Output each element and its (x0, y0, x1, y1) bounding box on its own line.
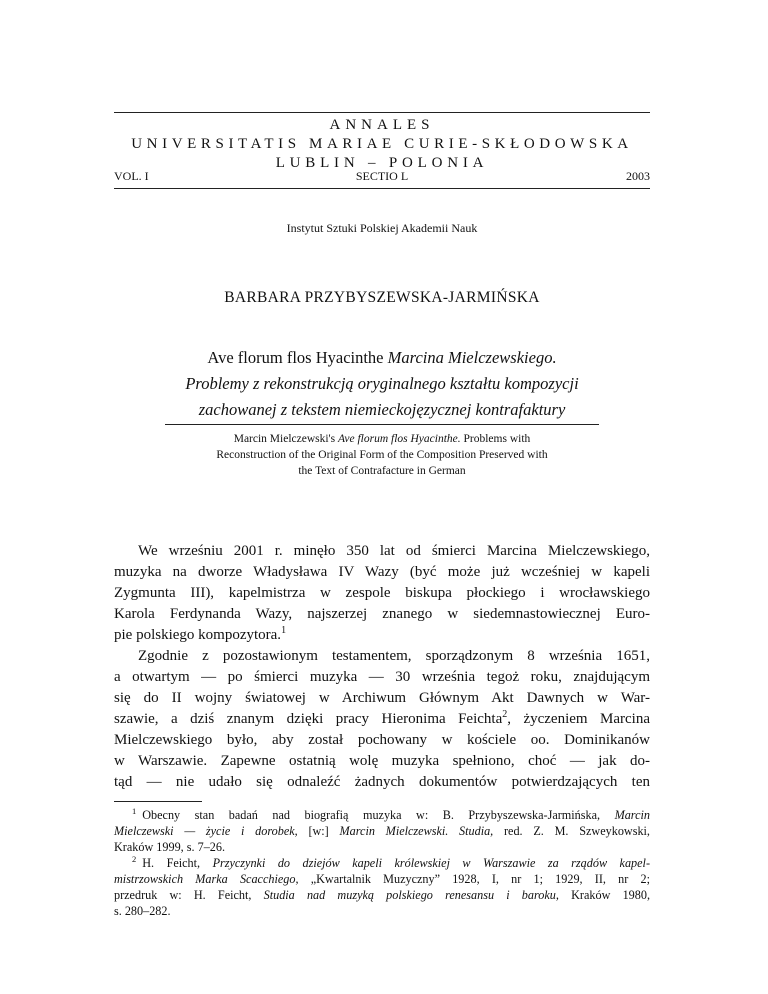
footnote-text: Obecny stan badań nad biografią muzyka w: B. Przybyszewska-Jarmińska, (142, 808, 615, 822)
body-line: tąd — nie udało się odnaleźć żadnych dokumentów potwierdzających ten (114, 774, 650, 790)
footnote-text: [w:] (297, 824, 340, 838)
footnote-2-line-3 (114, 887, 650, 903)
footnote-rule (114, 801, 202, 802)
volume-label: VOL. I (114, 169, 149, 183)
sectio-label: SECTIO L (355, 169, 409, 183)
footnote-ref-1: 1 (281, 625, 287, 636)
institute-affiliation: Instytut Sztuki Polskiej Akademii Nauk (286, 221, 478, 235)
footnote-2-line-2 (114, 871, 650, 887)
english-title-line-1 (120, 431, 644, 447)
body-line: Zygmunta III), kapelmistrza w zespole biskupa płockiego i wrocławskiego (114, 585, 650, 601)
volume-row (114, 169, 650, 185)
footnote-1-line-1 (132, 807, 650, 823)
body-line (114, 709, 650, 730)
body-line: Zgodnie z pozostawionym testamentem, sporządzonym 8 września 1651, (138, 648, 650, 664)
footnote-italic: Studia nad muzyką polskiego renesansu i baroku, (263, 888, 559, 902)
journal-city: LUBLIN – POLONIA (275, 155, 489, 171)
article-title-line-1 (114, 348, 650, 368)
english-title-line-2: Reconstruction of the Original Form of the Composition Preserved with (216, 449, 548, 461)
footnote-text: red. Z. M. Szweykowski, (493, 824, 650, 838)
body-text-span: szawie, a dziś znanym dzięki pracy Hieronima Feichta (114, 711, 503, 727)
footnote-text: H. Feicht, (142, 856, 213, 870)
footnote-2-line-1 (132, 855, 650, 871)
masthead-bottom-rule (114, 188, 650, 189)
footnote-italic: Marcin Mielczewski. Studia, (339, 824, 494, 838)
journal-name-university: UNIVERSITATIS MARIAE CURIE-SKŁODOWSKA (131, 136, 633, 152)
body-line: We wrześniu 2001 r. minęło 350 lat od śmierci Marcina Mielczewskiego, (138, 543, 650, 559)
footnote-2-line-4: s. 280–282. (114, 904, 171, 918)
body-line: muzyka na dworze Władysława IV Wazy (być może już wcześniej w kapeli (114, 564, 650, 580)
body-line: w Warszawie. Zapewne ostatnią wolę muzyka spełniono, choć — jak do- (114, 753, 650, 769)
footnote-italic: mistrzowskich Marka Scacchiego, (114, 872, 299, 886)
title-italic-part: Marcina Mielczewskiego. (387, 348, 557, 367)
footnote-text: przedruk w: H. Feicht, (114, 888, 264, 902)
body-line: się do II wojny światowej w Archiwum Głównym Akt Dawnych w War- (114, 690, 650, 706)
footnote-ref-2: 2 (502, 709, 508, 720)
footnote-italic: Marcin (614, 808, 650, 822)
footnote-italic: Mielczewski — życie i dorobek, (114, 824, 298, 838)
body-line: Karola Ferdynanda Wazy, najszerzej znanego w siedemnastowiecznej Euro- (114, 606, 650, 622)
journal-name-annales: ANNALES (329, 117, 435, 133)
article-title-line-2: Problemy z rekonstrukcją oryginalnego kształtu kompozycji (185, 374, 579, 393)
body-text-span: pie polskiego kompozytora. (114, 627, 282, 643)
english-title-text-2: Problems with (460, 433, 531, 445)
year-label: 2003 (626, 169, 650, 183)
body-text-span: , życzeniem Marcina (507, 711, 650, 727)
footnote-text: „Kwartalnik Muzyczny” 1928, I, nr 1; 1929, II, nr 2; (298, 872, 650, 886)
footnote-1-line-3: Kraków 1999, s. 7–26. (114, 840, 226, 854)
english-title-italic: Ave florum flos Hyacinthe. (337, 433, 461, 445)
footnote-italic: Przyczynki do dziejów kapeli królewskiej w Warszawie za rządów kapel- (212, 856, 651, 870)
article-title-line-3: zachowanej z tekstem niemieckojęzycznej kontrafaktury (198, 400, 566, 419)
english-title-line-3: the Text of Contrafacture in German (298, 465, 466, 477)
footnote-number: 2 (132, 853, 137, 864)
english-title-text: Marcin Mielczewski's (233, 433, 338, 445)
body-line: a otwartym — po śmierci muzyka — 30 września tegoż roku, znajdującym (114, 669, 650, 685)
author-name: BARBARA PRZYBYSZEWSKA-JARMIŃSKA (224, 289, 540, 306)
title-rule (165, 424, 599, 425)
title-roman-part: Ave florum flos Hyacinthe (207, 348, 384, 367)
masthead-top-rule (114, 112, 650, 113)
footnote-text: Kraków 1980, (558, 888, 650, 902)
footnote-1-line-2 (114, 823, 650, 839)
body-line: Mielczewskiego było, aby został pochowany w kościele oo. Dominikanów (114, 732, 650, 748)
footnote-number: 1 (132, 805, 137, 816)
body-line (114, 625, 650, 646)
